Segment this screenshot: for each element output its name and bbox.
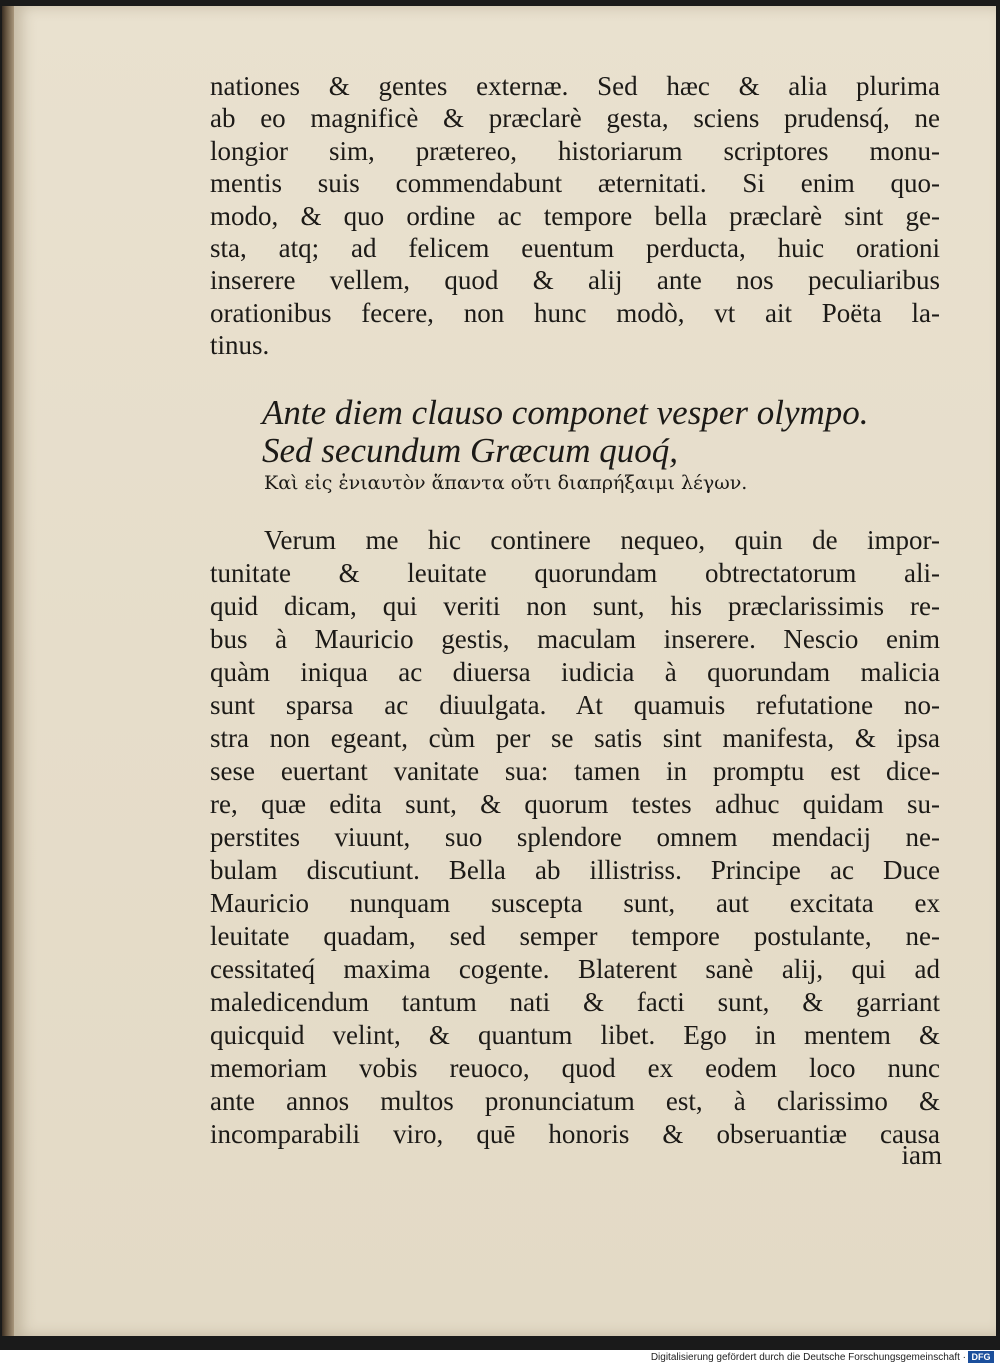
text-line: Mauricio nunquam suscepta sunt, aut excitata ex [210,888,940,918]
text-line: bulam discutiunt. Bella ab illistriss. Principe ac Duce [210,855,940,885]
text-line: sunt sparsa ac diuulgata. At quamuis refutatione no- [210,690,940,720]
catchword: iam [901,1140,942,1170]
text-line: nationes & gentes externæ. Sed hæc & alia plurima [210,71,940,101]
verse-line: Ante diem clauso componet vesper olympo. [262,393,869,432]
text-line: orationibus fecere, non hunc modò, vt ait Poëta la- [210,297,940,328]
text-line: inserere vellem, quod & alij ante nos peculiaribus [210,265,940,296]
text-line: tinus. [210,330,270,361]
text-line: memoriam vobis reuoco, quod ex eodem loco nunc [210,1053,940,1083]
text-line: incomparabili viro, quē honoris & obseruantiæ causa [210,1119,940,1149]
digitization-credit: Digitalisierung gefördert durch die Deutsche Forschungsgemeinschaft · [650,1352,966,1363]
text-line: quid dicam, qui veriti non sunt, his præclarissimis re- [210,591,940,621]
text-line: sta, atq; ad felicem euentum perducta, huic orationi [210,232,940,263]
text-line: bus à Mauricio gestis, maculam inserere. Nescio enim [210,624,940,654]
text-line: tunitate & leuitate quorundam obtrectatorum ali- [210,558,940,588]
text-line: ab eo magnificè & præclarè gesta, sciens prudensq́, ne [210,103,940,134]
text-line: Verum me hic continere nequeo, quin de impor- [264,525,940,555]
text-line: mentis suis commendabunt æternitati. Si enim quo- [210,168,940,199]
text-line: quicquid velint, & quantum libet. Ego in mentem & [210,1020,940,1050]
text-line: sese euertant vanitate sua: tamen in promptu est dice- [210,756,940,786]
text-line: ante annos multos pronunciatum est, à clarissimo & [210,1086,940,1116]
text-line: longior sim, prætereo, historiarum scriptores monu- [210,135,940,166]
paragraph-2 [210,524,940,1151]
verse-line: Sed secundum Græcum quoq́, [262,431,679,470]
text-line: stra non egeant, cùm per se satis sint manifesta, & ipsa [210,723,940,753]
text-line: leuitate quadam, sed semper tempore postulante, ne- [210,921,940,951]
text-line: re, quæ edita sunt, & quorum testes adhuc quidam su- [210,789,940,819]
paragraph-1 [210,70,940,362]
book-binding-edge [2,6,14,1336]
verse-quotation [262,394,922,470]
text-line: modo, & quo ordine ac tempore bella præclarè sint ge- [210,200,940,231]
dfg-logo: DFG [968,1351,994,1363]
book-page [14,6,996,1336]
text-line: perstites viuunt, suo splendore omnem mendacij ne- [210,822,940,852]
text-line: maledicendum tantum nati & facti sunt, & garriant [210,987,940,1017]
text-line: cessitateq́ maxima cogente. Blaterent sanè alij, qui ad [210,954,940,984]
text-line: quàm iniqua ac diuersa iudicia à quorundam malicia [210,657,940,687]
greek-quotation: Καὶ εἰς ἐνιαυτὸν ἅπαντα οὔτι διαπρήξαιμι λέγων. [264,472,748,494]
